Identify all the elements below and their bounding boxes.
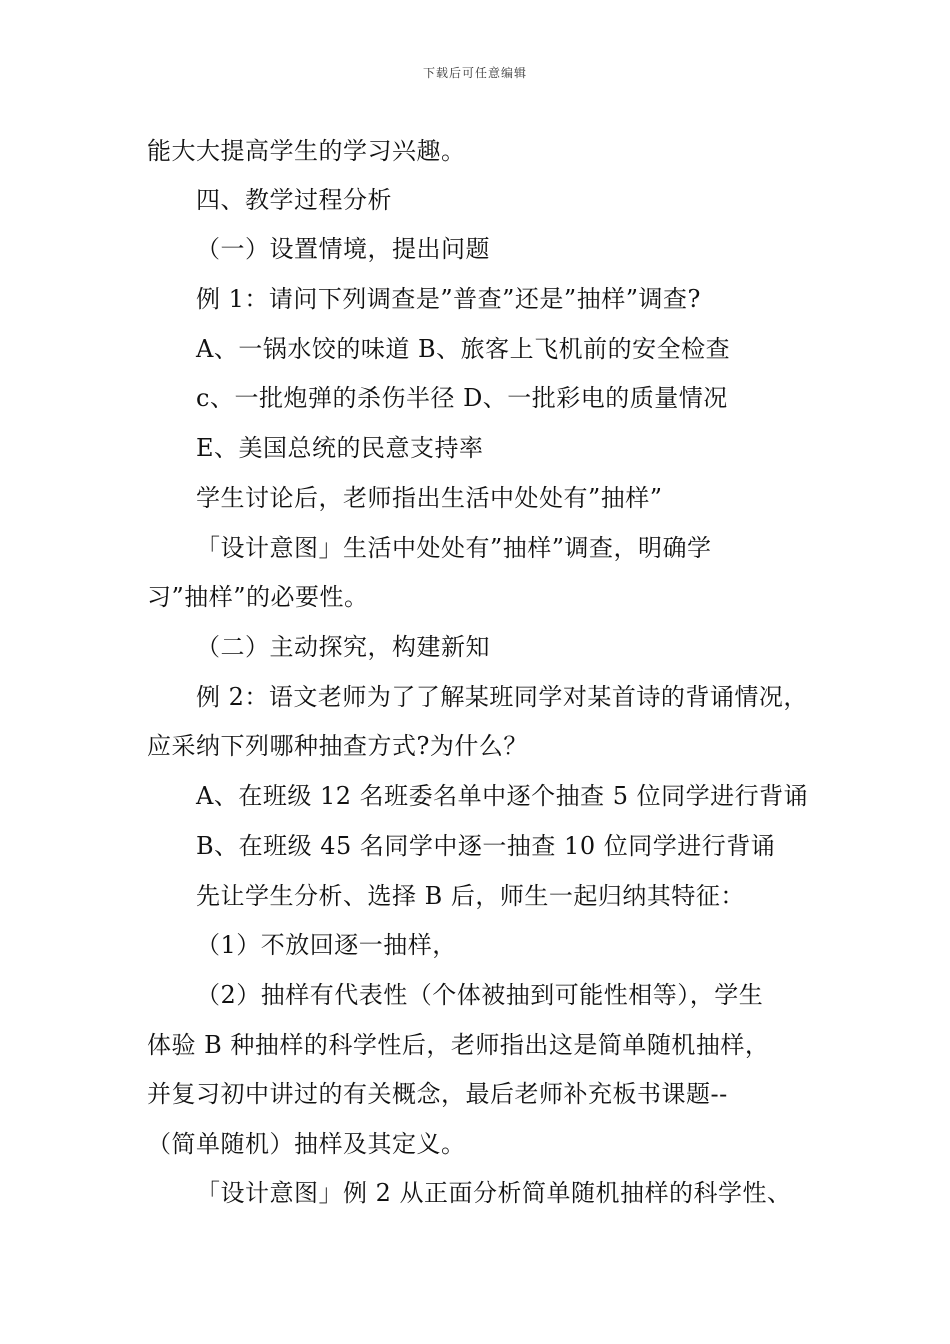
option-line: A、一锅水饺的味道 B、旅客上飞机前的安全检查 [196, 335, 731, 363]
section-heading: 四、教学过程分析 [196, 186, 392, 214]
list-item: （1）不放回逐一抽样， [196, 931, 457, 959]
option-line: E、美国总统的民意支持率 [196, 434, 484, 462]
example-question: 例 2：语文老师为了了解某班同学对某首诗的背诵情况， [196, 683, 808, 711]
paragraph-line: 先让学生分析、选择 B 后，师生一起归纳其特征： [196, 882, 745, 910]
paragraph-line: 体验 B 种抽样的科学性后，老师指出这是简单随机抽样， [147, 1031, 770, 1059]
paragraph-line: 应采纳下列哪种抽查方式?为什么？ [147, 732, 528, 760]
list-item: （2）抽样有代表性（个体被抽到可能性相等），学生 [196, 981, 764, 1009]
design-intent-line: 「设计意图」例 2 从正面分析简单随机抽样的科学性、 [196, 1179, 792, 1207]
paragraph-line: 习”抽样”的必要性。 [147, 583, 369, 611]
option-line: c、一批炮弹的杀伤半径 D、一批彩电的质量情况 [196, 384, 728, 412]
design-intent-line: 「设计意图」生活中处处有”抽样”调查，明确学 [196, 534, 712, 562]
subsection-heading: （二）主动探究，构建新知 [196, 633, 490, 661]
example-question: 例 1：请问下列调查是”普查”还是”抽样”调查? [196, 285, 701, 313]
option-line: A、在班级 12 名班委名单中逐个抽查 5 位同学进行背诵 [196, 782, 809, 810]
paragraph-line: （简单随机）抽样及其定义。 [147, 1130, 466, 1158]
page-header: 下载后可任意编辑 [422, 66, 527, 80]
paragraph-line: 能大大提高学生的学习兴趣。 [147, 137, 466, 165]
paragraph-line: 学生讨论后，老师指出生活中处处有”抽样” [196, 484, 663, 512]
paragraph-line: 并复习初中讲过的有关概念，最后老师补充板书课题-- [147, 1080, 728, 1108]
subsection-heading: （一）设置情境，提出问题 [196, 235, 490, 263]
option-line: B、在班级 45 名同学中逐一抽查 10 位同学进行背诵 [196, 832, 776, 860]
